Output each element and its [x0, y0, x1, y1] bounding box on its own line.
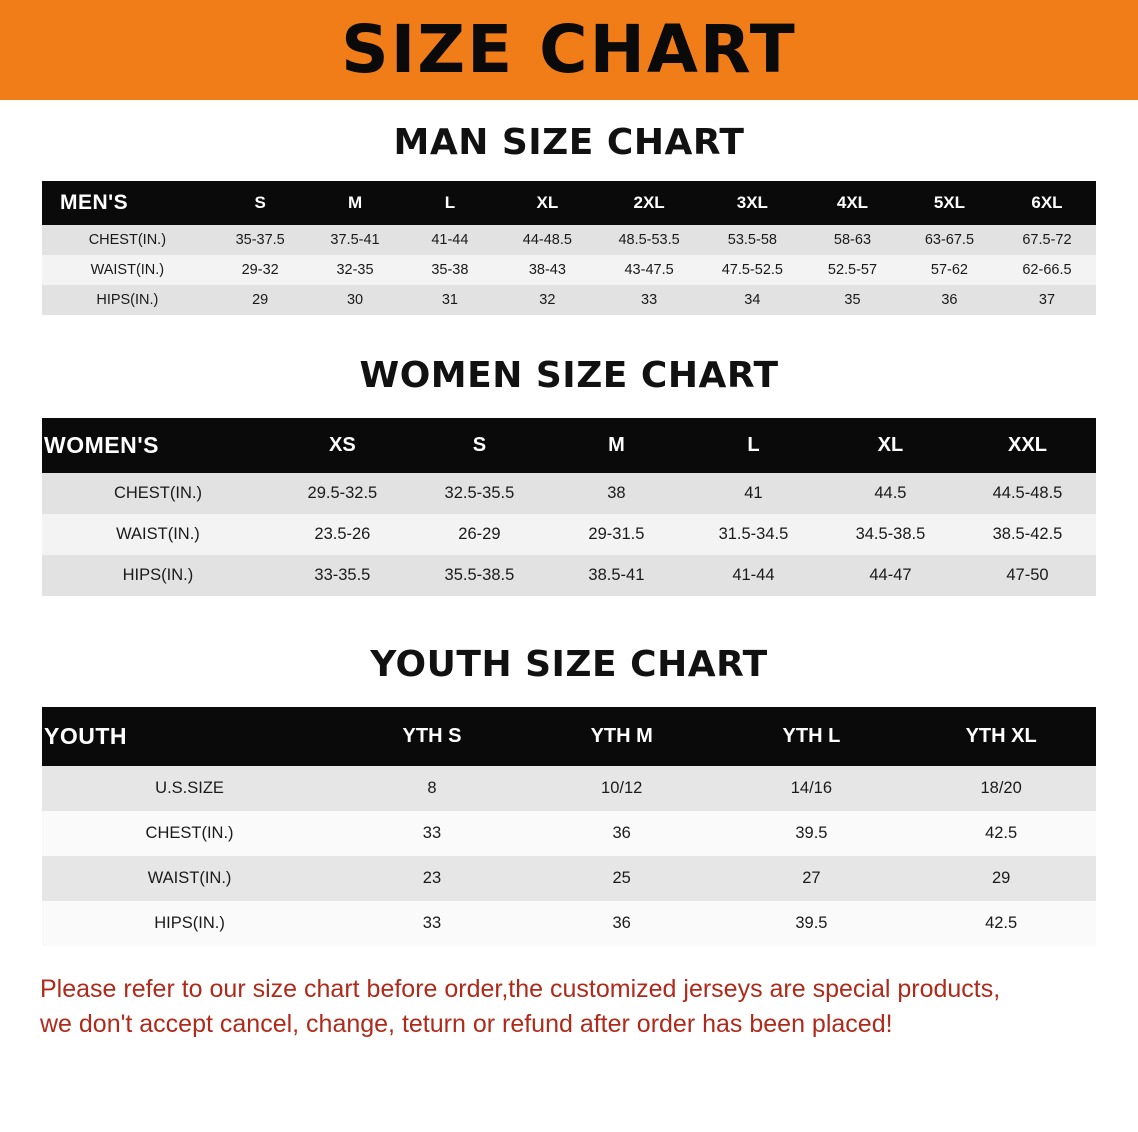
table-row — [42, 255, 1096, 285]
women-row-label-waist: WAIST(IN.) — [42, 514, 274, 555]
women-cell-waist-s: 26-29 — [411, 514, 548, 555]
women-table-wrapper — [42, 418, 1096, 596]
table-row — [42, 555, 1096, 596]
man-size-table — [42, 181, 1096, 315]
man-cell-chest-4xl: 58-63 — [804, 225, 901, 255]
youth-row-label-hips: HIPS(IN.) — [42, 901, 337, 946]
youth-cell-ussize-xl: 18/20 — [906, 766, 1096, 811]
youth-cell-hips-l: 39.5 — [717, 901, 907, 946]
youth-col-header-4: YTH XL — [906, 707, 1096, 766]
table-row — [42, 811, 1096, 856]
table-row — [42, 285, 1096, 315]
man-cell-chest-m: 37.5-41 — [308, 225, 403, 255]
man-col-header-6: 3XL — [701, 181, 804, 225]
man-col-header-7: 4XL — [804, 181, 901, 225]
man-cell-waist-m: 32-35 — [308, 255, 403, 285]
man-cell-hips-6xl: 37 — [998, 285, 1096, 315]
youth-cell-waist-m: 25 — [527, 856, 717, 901]
women-cell-waist-xl: 34.5-38.5 — [822, 514, 959, 555]
youth-row-label-ussize: U.S.SIZE — [42, 766, 337, 811]
youth-col-header-3: YTH L — [717, 707, 907, 766]
man-col-header-2: M — [308, 181, 403, 225]
man-row-label-hips: HIPS(IN.) — [42, 285, 213, 315]
man-cell-waist-6xl: 62-66.5 — [998, 255, 1096, 285]
man-cell-waist-3xl: 47.5-52.5 — [701, 255, 804, 285]
man-cell-waist-5xl: 57-62 — [901, 255, 998, 285]
youth-table-wrapper — [42, 707, 1096, 946]
man-cell-chest-3xl: 53.5-58 — [701, 225, 804, 255]
man-col-header-3: L — [402, 181, 497, 225]
youth-cell-hips-s: 33 — [337, 901, 527, 946]
man-cell-chest-xl: 44-48.5 — [497, 225, 597, 255]
man-cell-hips-xl: 32 — [497, 285, 597, 315]
man-cell-chest-5xl: 63-67.5 — [901, 225, 998, 255]
man-cell-chest-6xl: 67.5-72 — [998, 225, 1096, 255]
women-cell-hips-xxl: 47-50 — [959, 555, 1096, 596]
disclaimer-line-2: we don't accept cancel, change, teturn or refund after order has been placed! — [40, 1009, 893, 1038]
women-cell-hips-s: 35.5-38.5 — [411, 555, 548, 596]
women-cell-chest-xxl: 44.5-48.5 — [959, 473, 1096, 514]
women-cell-hips-l: 41-44 — [685, 555, 822, 596]
man-cell-hips-3xl: 34 — [701, 285, 804, 315]
man-cell-hips-4xl: 35 — [804, 285, 901, 315]
women-col-header-0: WOMEN'S — [42, 418, 274, 473]
youth-section-title: YOUTH SIZE CHART — [370, 644, 768, 685]
man-cell-chest-s: 35-37.5 — [213, 225, 308, 255]
youth-cell-ussize-m: 10/12 — [527, 766, 717, 811]
table-row — [42, 901, 1096, 946]
women-cell-waist-xxl: 38.5-42.5 — [959, 514, 1096, 555]
page-title: SIZE CHART — [341, 11, 797, 88]
man-table-header-row — [42, 181, 1096, 225]
women-cell-hips-xl: 44-47 — [822, 555, 959, 596]
women-cell-waist-m: 29-31.5 — [548, 514, 685, 555]
women-cell-hips-m: 38.5-41 — [548, 555, 685, 596]
man-cell-waist-xl: 38-43 — [497, 255, 597, 285]
youth-col-header-2: YTH M — [527, 707, 717, 766]
youth-col-header-0: YOUTH — [42, 707, 337, 766]
table-row — [42, 514, 1096, 555]
women-cell-chest-l: 41 — [685, 473, 822, 514]
women-cell-hips-xs: 33-35.5 — [274, 555, 411, 596]
man-cell-chest-l: 41-44 — [402, 225, 497, 255]
women-size-table — [42, 418, 1096, 596]
table-row — [42, 766, 1096, 811]
youth-cell-ussize-s: 8 — [337, 766, 527, 811]
man-cell-hips-2xl: 33 — [597, 285, 700, 315]
man-col-header-4: XL — [497, 181, 597, 225]
youth-cell-chest-l: 39.5 — [717, 811, 907, 856]
women-col-header-4: L — [685, 418, 822, 473]
women-cell-chest-xs: 29.5-32.5 — [274, 473, 411, 514]
man-col-header-0: MEN'S — [42, 181, 213, 225]
youth-cell-chest-m: 36 — [527, 811, 717, 856]
youth-cell-waist-l: 27 — [717, 856, 907, 901]
man-cell-waist-4xl: 52.5-57 — [804, 255, 901, 285]
youth-cell-waist-s: 23 — [337, 856, 527, 901]
man-cell-chest-2xl: 48.5-53.5 — [597, 225, 700, 255]
man-table-wrapper — [42, 181, 1096, 315]
youth-cell-waist-xl: 29 — [906, 856, 1096, 901]
man-col-header-8: 5XL — [901, 181, 998, 225]
youth-row-label-chest: CHEST(IN.) — [42, 811, 337, 856]
women-section-title: WOMEN SIZE CHART — [359, 355, 779, 396]
man-col-header-9: 6XL — [998, 181, 1096, 225]
women-col-header-6: XXL — [959, 418, 1096, 473]
women-cell-chest-m: 38 — [548, 473, 685, 514]
man-section-title: MAN SIZE CHART — [393, 122, 745, 163]
man-cell-hips-l: 31 — [402, 285, 497, 315]
youth-col-header-1: YTH S — [337, 707, 527, 766]
youth-size-table — [42, 707, 1096, 946]
women-cell-chest-xl: 44.5 — [822, 473, 959, 514]
man-cell-hips-s: 29 — [213, 285, 308, 315]
disclaimer-line-1: Please refer to our size chart before order,the customized jerseys are special products, — [40, 975, 1001, 1003]
women-cell-waist-xs: 23.5-26 — [274, 514, 411, 555]
youth-cell-hips-m: 36 — [527, 901, 717, 946]
women-cell-chest-s: 32.5-35.5 — [411, 473, 548, 514]
man-cell-hips-m: 30 — [308, 285, 403, 315]
women-row-label-hips: HIPS(IN.) — [42, 555, 274, 596]
man-cell-hips-5xl: 36 — [901, 285, 998, 315]
man-cell-waist-l: 35-38 — [402, 255, 497, 285]
youth-cell-hips-xl: 42.5 — [906, 901, 1096, 946]
women-col-header-2: S — [411, 418, 548, 473]
women-table-header-row — [42, 418, 1096, 473]
man-col-header-1: S — [213, 181, 308, 225]
youth-cell-chest-s: 33 — [337, 811, 527, 856]
man-col-header-5: 2XL — [597, 181, 700, 225]
table-row — [42, 225, 1096, 255]
women-cell-waist-l: 31.5-34.5 — [685, 514, 822, 555]
women-col-header-1: XS — [274, 418, 411, 473]
man-row-label-chest: CHEST(IN.) — [42, 225, 213, 255]
table-row — [42, 856, 1096, 901]
youth-cell-ussize-l: 14/16 — [717, 766, 907, 811]
youth-row-label-waist: WAIST(IN.) — [42, 856, 337, 901]
man-row-label-waist: WAIST(IN.) — [42, 255, 213, 285]
table-row — [42, 473, 1096, 514]
man-cell-waist-2xl: 43-47.5 — [597, 255, 700, 285]
women-col-header-3: M — [548, 418, 685, 473]
header-banner — [0, 0, 1138, 100]
women-row-label-chest: CHEST(IN.) — [42, 473, 274, 514]
women-col-header-5: XL — [822, 418, 959, 473]
youth-table-header-row — [42, 707, 1096, 766]
youth-cell-chest-xl: 42.5 — [906, 811, 1096, 856]
disclaimer-note — [40, 972, 1098, 1041]
man-cell-waist-s: 29-32 — [213, 255, 308, 285]
